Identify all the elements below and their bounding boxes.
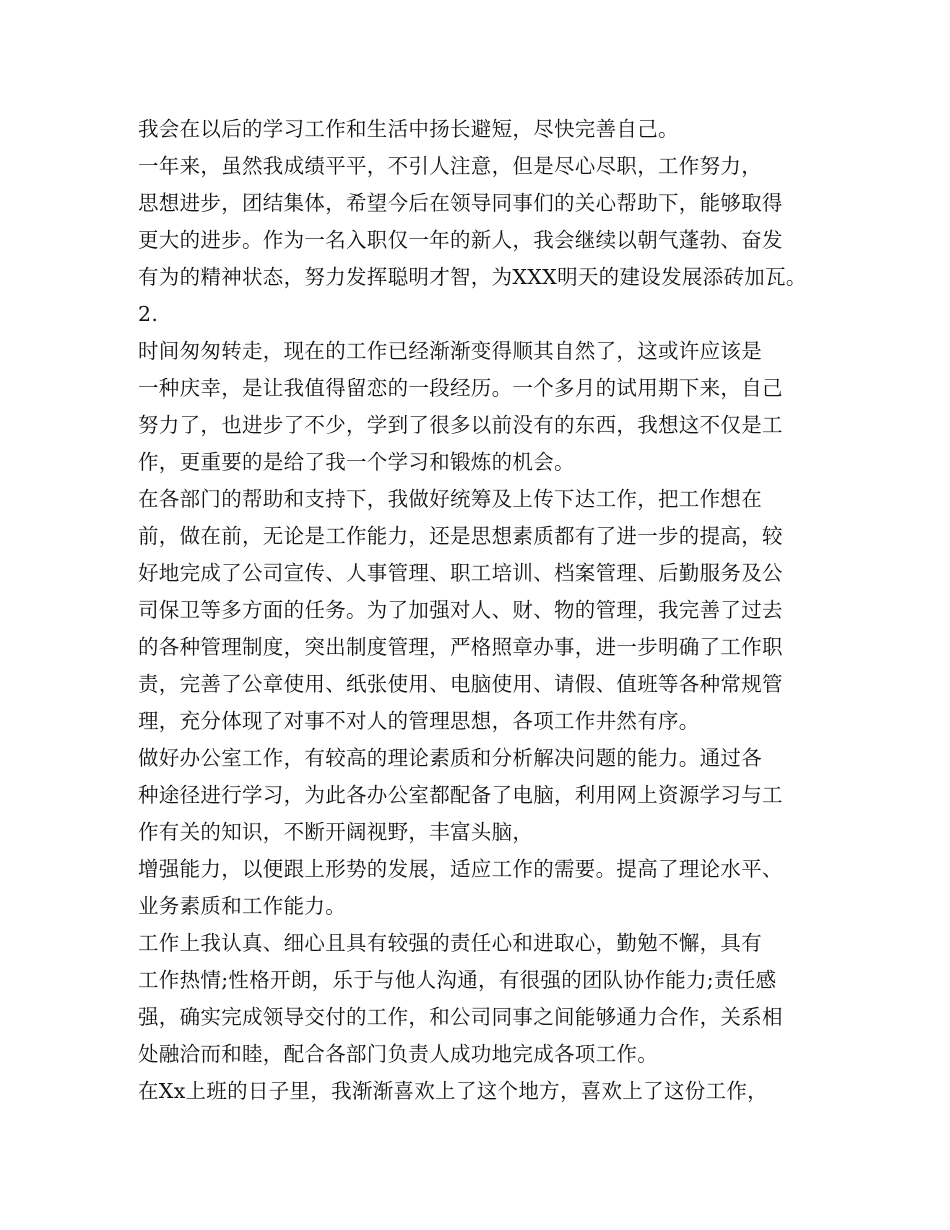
text-line: 一年来，虽然我成绩平平，不引人注意，但是尽心尽职，工作努力，	[138, 154, 762, 178]
text-line: 业务素质和工作能力。	[138, 894, 346, 918]
section-number: 2.	[138, 302, 159, 326]
text-line: 增强能力，以便跟上形势的发展，适应工作的需要。提高了理论水平、	[138, 857, 783, 881]
text-line: 思想进步，团结集体，希望今后在领导同事们的关心帮助下，能够取得	[138, 191, 783, 215]
text-line: 更大的进步。作为一名入职仅一年的新人，我会继续以朝气蓬勃、奋发	[138, 228, 783, 252]
text-line: 在Xx上班的日子里，我渐渐喜欢上了这个地方，喜欢上了这份工作，	[138, 1079, 768, 1103]
text-line: 处融洽而和睦，配合各部门负责人成功地完成各项工作。	[138, 1042, 658, 1066]
text-line: 我会在以后的学习工作和生活中扬长避短，尽快完善自己。	[138, 117, 679, 141]
text-line: 有为的精神状态，努力发挥聪明才智，为XXX明天的建设发展添砖加瓦。	[138, 265, 807, 289]
text-line: 做好办公室工作，有较高的理论素质和分析解决问题的能力。通过各	[138, 746, 762, 770]
text-line: 一种庆幸，是让我值得留恋的一段经历。一个多月的试用期下来，自己	[138, 376, 783, 400]
text-line: 种途径进行学习，为此各办公室都配备了电脑，利用网上资源学习与工	[138, 783, 783, 807]
text-line: 努力了，也进步了不少，学到了很多以前没有的东西，我想这不仅是工	[138, 413, 783, 437]
document-body	[138, 111, 838, 1110]
text-line: 工作上我认真、细心且具有较强的责任心和进取心，勤勉不懈，具有	[138, 931, 762, 955]
text-line: 作有关的知识，不断开阔视野，丰富头脑，	[138, 820, 534, 844]
text-line: 的各种管理制度，突出制度管理，严格照章办事，进一步明确了工作职	[138, 635, 783, 659]
text-line: 前，做在前，无论是工作能力，还是思想素质都有了进一步的提高，较	[138, 524, 783, 548]
text-line: 好地完成了公司宣传、人事管理、职工培训、档案管理、后勤服务及公	[138, 561, 783, 585]
text-line: 强，确实完成领导交付的工作，和公司同事之间能够通力合作，关系相	[138, 1005, 783, 1029]
text-line: 工作热情;性格开朗，乐于与他人沟通，有很强的团队协作能力;责任感	[138, 968, 777, 992]
text-line: 时间匆匆转走，现在的工作已经渐渐变得顺其自然了，这或许应该是	[138, 339, 762, 363]
text-line: 理，充分体现了对事不对人的管理思想，各项工作井然有序。	[138, 709, 700, 733]
text-line: 在各部门的帮助和支持下，我做好统筹及上传下达工作，把工作想在	[138, 487, 762, 511]
text-line: 作，更重要的是给了我一个学习和锻炼的机会。	[138, 450, 575, 474]
text-line: 司保卫等多方面的任务。为了加强对人、财、物的管理，我完善了过去	[138, 598, 783, 622]
text-line: 责，完善了公章使用、纸张使用、电脑使用、请假、值班等各种常规管	[138, 672, 783, 696]
